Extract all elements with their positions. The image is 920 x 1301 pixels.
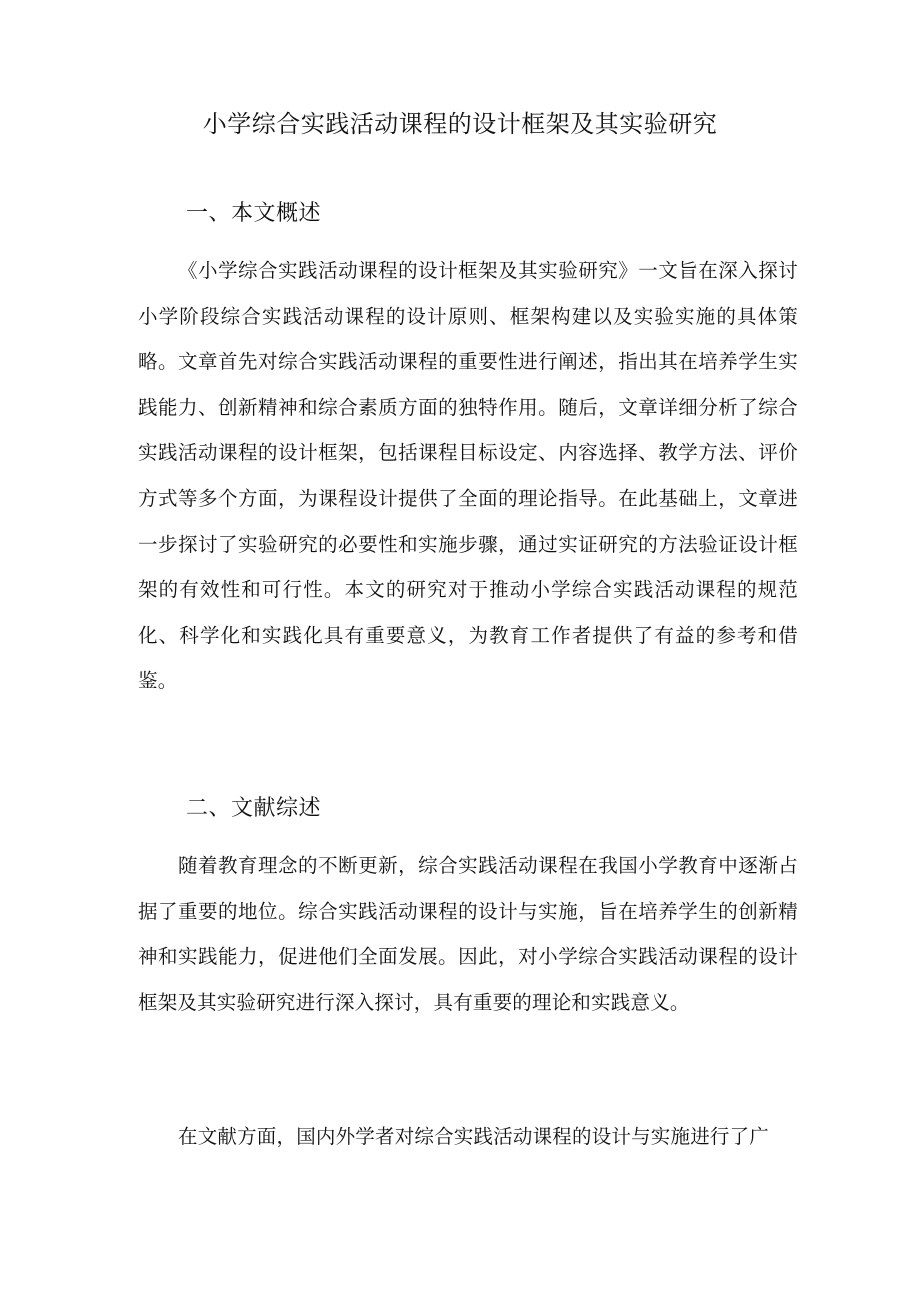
paragraph-literature-detail: 在文献方面，国内外学者对综合实践活动课程的设计与实施进行了广 (178, 1125, 770, 1148)
paragraph-literature-intro: 随着教育理念的不断更新，综合实践活动课程在我国小学教育中逐渐占据了重要的地位。综合实践活动课程的设计与实施，旨在培养学生的创新精神和实践能力，促进他们全面发展。因此，对小学综合实践活动课程的设计框架及其实验研究进行深入探讨，具有重要的理论和实践意义。 (138, 854, 798, 1014)
document-title: 小学综合实践活动课程的设计框架及其实验研究 (202, 110, 718, 138)
paragraph-overview: 《小学综合实践活动课程的设计框架及其实验研究》一文旨在深入探讨小学阶段综合实践活动课程的设计原则、框架构建以及实验实施的具体策略。文章首先对综合实践活动课程的重要性进行阐述，指出其在培养学生实践能力、创新精神和综合素质方面的独特作用。随后，文章详细分析了综合实践活动课程的设计框架，包括课程目标设定、内容选择、教学方法、评价方式等多个方面，为课程设计提供了全面的理论指导。在此基础上，文章进一步探讨了实验研究的必要性和实施步骤，通过实证研究的方法验证设计框架的有效性和可行性。本文的研究对于推动小学综合实践活动课程的规范化、科学化和实践化具有重要意义，为教育工作者提供了有益的参考和借鉴。 (138, 259, 798, 693)
section-heading-overview: 一、本文概述 (186, 201, 322, 226)
section-heading-literature-review: 二、文献综述 (186, 796, 322, 821)
